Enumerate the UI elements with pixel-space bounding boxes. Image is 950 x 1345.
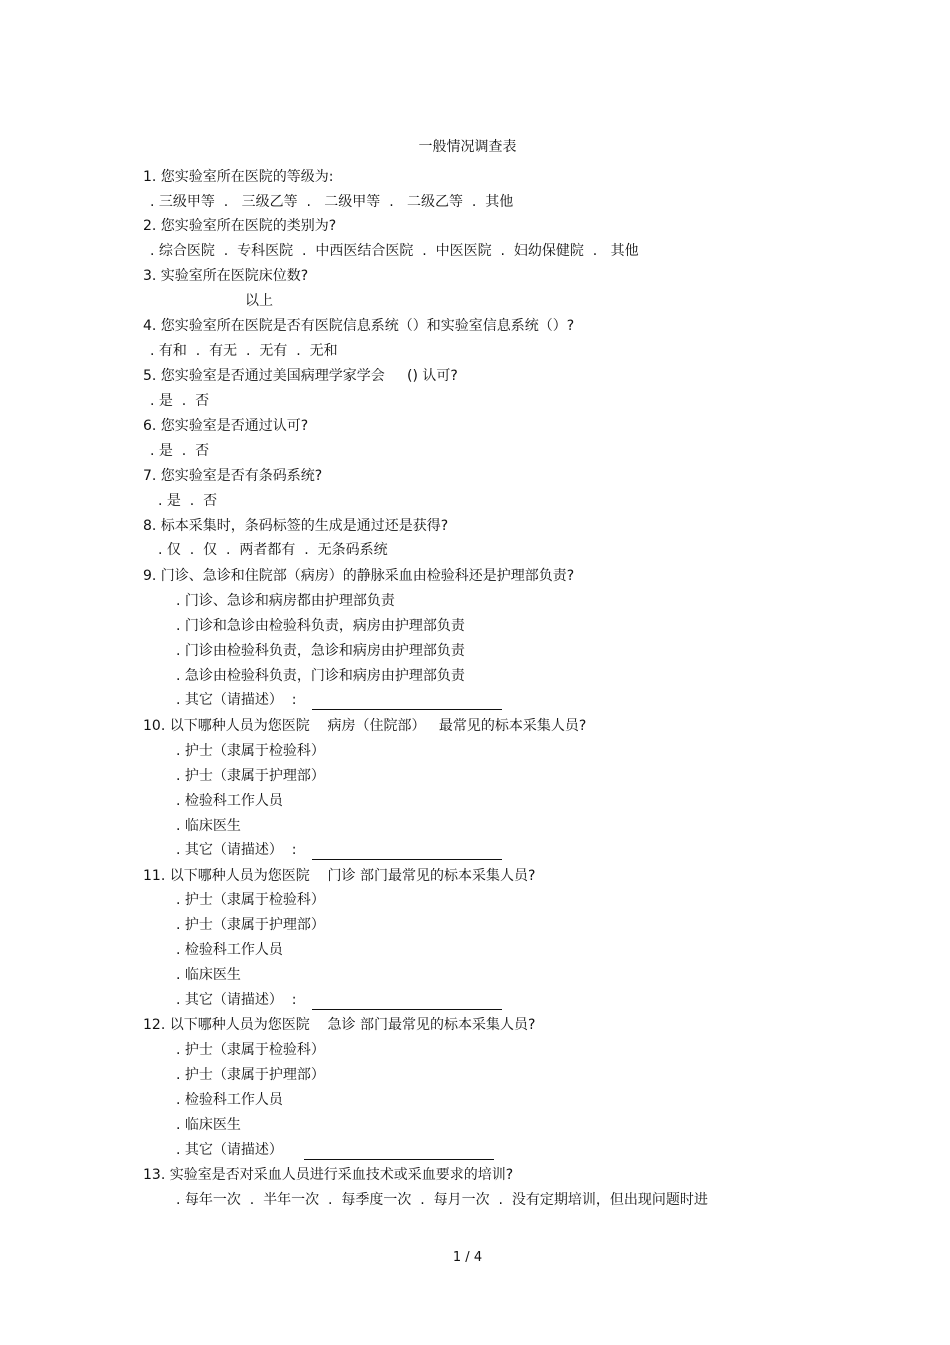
- question-10-blank-line: [312, 859, 502, 860]
- question-3-options: 以上: [245, 293, 273, 309]
- question-8-options: . 仅 . 仅 . 两者都有 . 无条码系统: [158, 542, 388, 558]
- question-9-option: . 门诊、急诊和病房都由护理部负责: [176, 593, 395, 609]
- question-4: 4. 您实验室所在医院是否有医院信息系统（）和实验室信息系统（）?: [143, 318, 575, 334]
- question-7-options: . 是 . 否: [158, 493, 218, 509]
- question-11-option: . 护士（隶属于检验科）: [176, 892, 325, 908]
- question-3: 3. 实验室所在医院床位数?: [143, 268, 309, 284]
- question-6-options: . 是 . 否: [150, 443, 210, 459]
- question-10-option-other: . 其它（请描述） :: [176, 842, 297, 858]
- question-11: 11. 以下哪种人员为您医院 门诊 部门最常见的标本采集人员?: [143, 868, 536, 884]
- question-9-blank-line: [312, 709, 502, 710]
- question-6: 6. 您实验室是否通过认可?: [143, 418, 309, 434]
- question-4-options: . 有和 . 有无 . 无有 . 无和: [150, 343, 338, 359]
- question-11-option: . 临床医生: [176, 967, 241, 983]
- question-5-options: . 是 . 否: [150, 393, 210, 409]
- question-10-option: . 护士（隶属于检验科）: [176, 743, 325, 759]
- question-12: 12. 以下哪种人员为您医院 急诊 部门最常见的标本采集人员?: [143, 1017, 536, 1033]
- question-9-option: . 急诊由检验科负责，门诊和病房由护理部负责: [176, 668, 465, 684]
- question-11-blank-line: [312, 1009, 502, 1010]
- question-12-option: . 检验科工作人员: [176, 1092, 283, 1108]
- question-13: 13. 实验室是否对采血人员进行采血技术或采血要求的培训?: [143, 1167, 514, 1183]
- question-2: 2. 您实验室所在医院的类别为?: [143, 218, 337, 234]
- question-1-options: . 三级甲等 . 三级乙等 . 二级甲等 . 二级乙等 . 其他: [150, 194, 514, 210]
- question-10: 10. 以下哪种人员为您医院 病房（住院部） 最常见的标本采集人员?: [143, 718, 587, 734]
- question-8: 8. 标本采集时，条码标签的生成是通过还是获得?: [143, 518, 449, 534]
- question-7: 7. 您实验室是否有条码系统?: [143, 468, 323, 484]
- question-10-option: . 临床医生: [176, 818, 241, 834]
- question-9-option: . 门诊和急诊由检验科负责，病房由护理部负责: [176, 618, 465, 634]
- question-12-option: . 护士（隶属于检验科）: [176, 1042, 325, 1058]
- question-9-option-other: . 其它（请描述） :: [176, 692, 297, 708]
- question-9: 9. 门诊、急诊和住院部（病房）的静脉采血由检验科还是护理部负责?: [143, 568, 575, 584]
- question-13-options: . 每年一次 . 半年一次 . 每季度一次 . 每月一次 . 没有定期培训，但出现问题时进: [176, 1192, 708, 1208]
- document-title: 一般情况调查表: [418, 139, 517, 155]
- question-11-option: . 检验科工作人员: [176, 942, 283, 958]
- question-12-option: . 护士（隶属于护理部）: [176, 1067, 325, 1083]
- question-10-option: . 检验科工作人员: [176, 793, 283, 809]
- question-12-option-other: . 其它（请描述）: [176, 1142, 283, 1158]
- question-9-option: . 门诊由检验科负责，急诊和病房由护理部负责: [176, 643, 465, 659]
- question-12-option: . 临床医生: [176, 1117, 241, 1133]
- question-11-option: . 护士（隶属于护理部）: [176, 917, 325, 933]
- question-10-option: . 护士（隶属于护理部）: [176, 768, 325, 784]
- page-number: 1 / 4: [452, 1250, 483, 1265]
- question-1: 1. 您实验室所在医院的等级为:: [143, 169, 334, 185]
- question-5: 5. 您实验室是否通过美国病理学家学会 () 认可?: [143, 368, 458, 384]
- question-2-options: . 综合医院 . 专科医院 . 中西医结合医院 . 中医医院 . 妇幼保健院 . 其他: [150, 243, 639, 259]
- question-12-blank-line: [304, 1159, 494, 1160]
- question-11-option-other: . 其它（请描述） :: [176, 992, 297, 1008]
